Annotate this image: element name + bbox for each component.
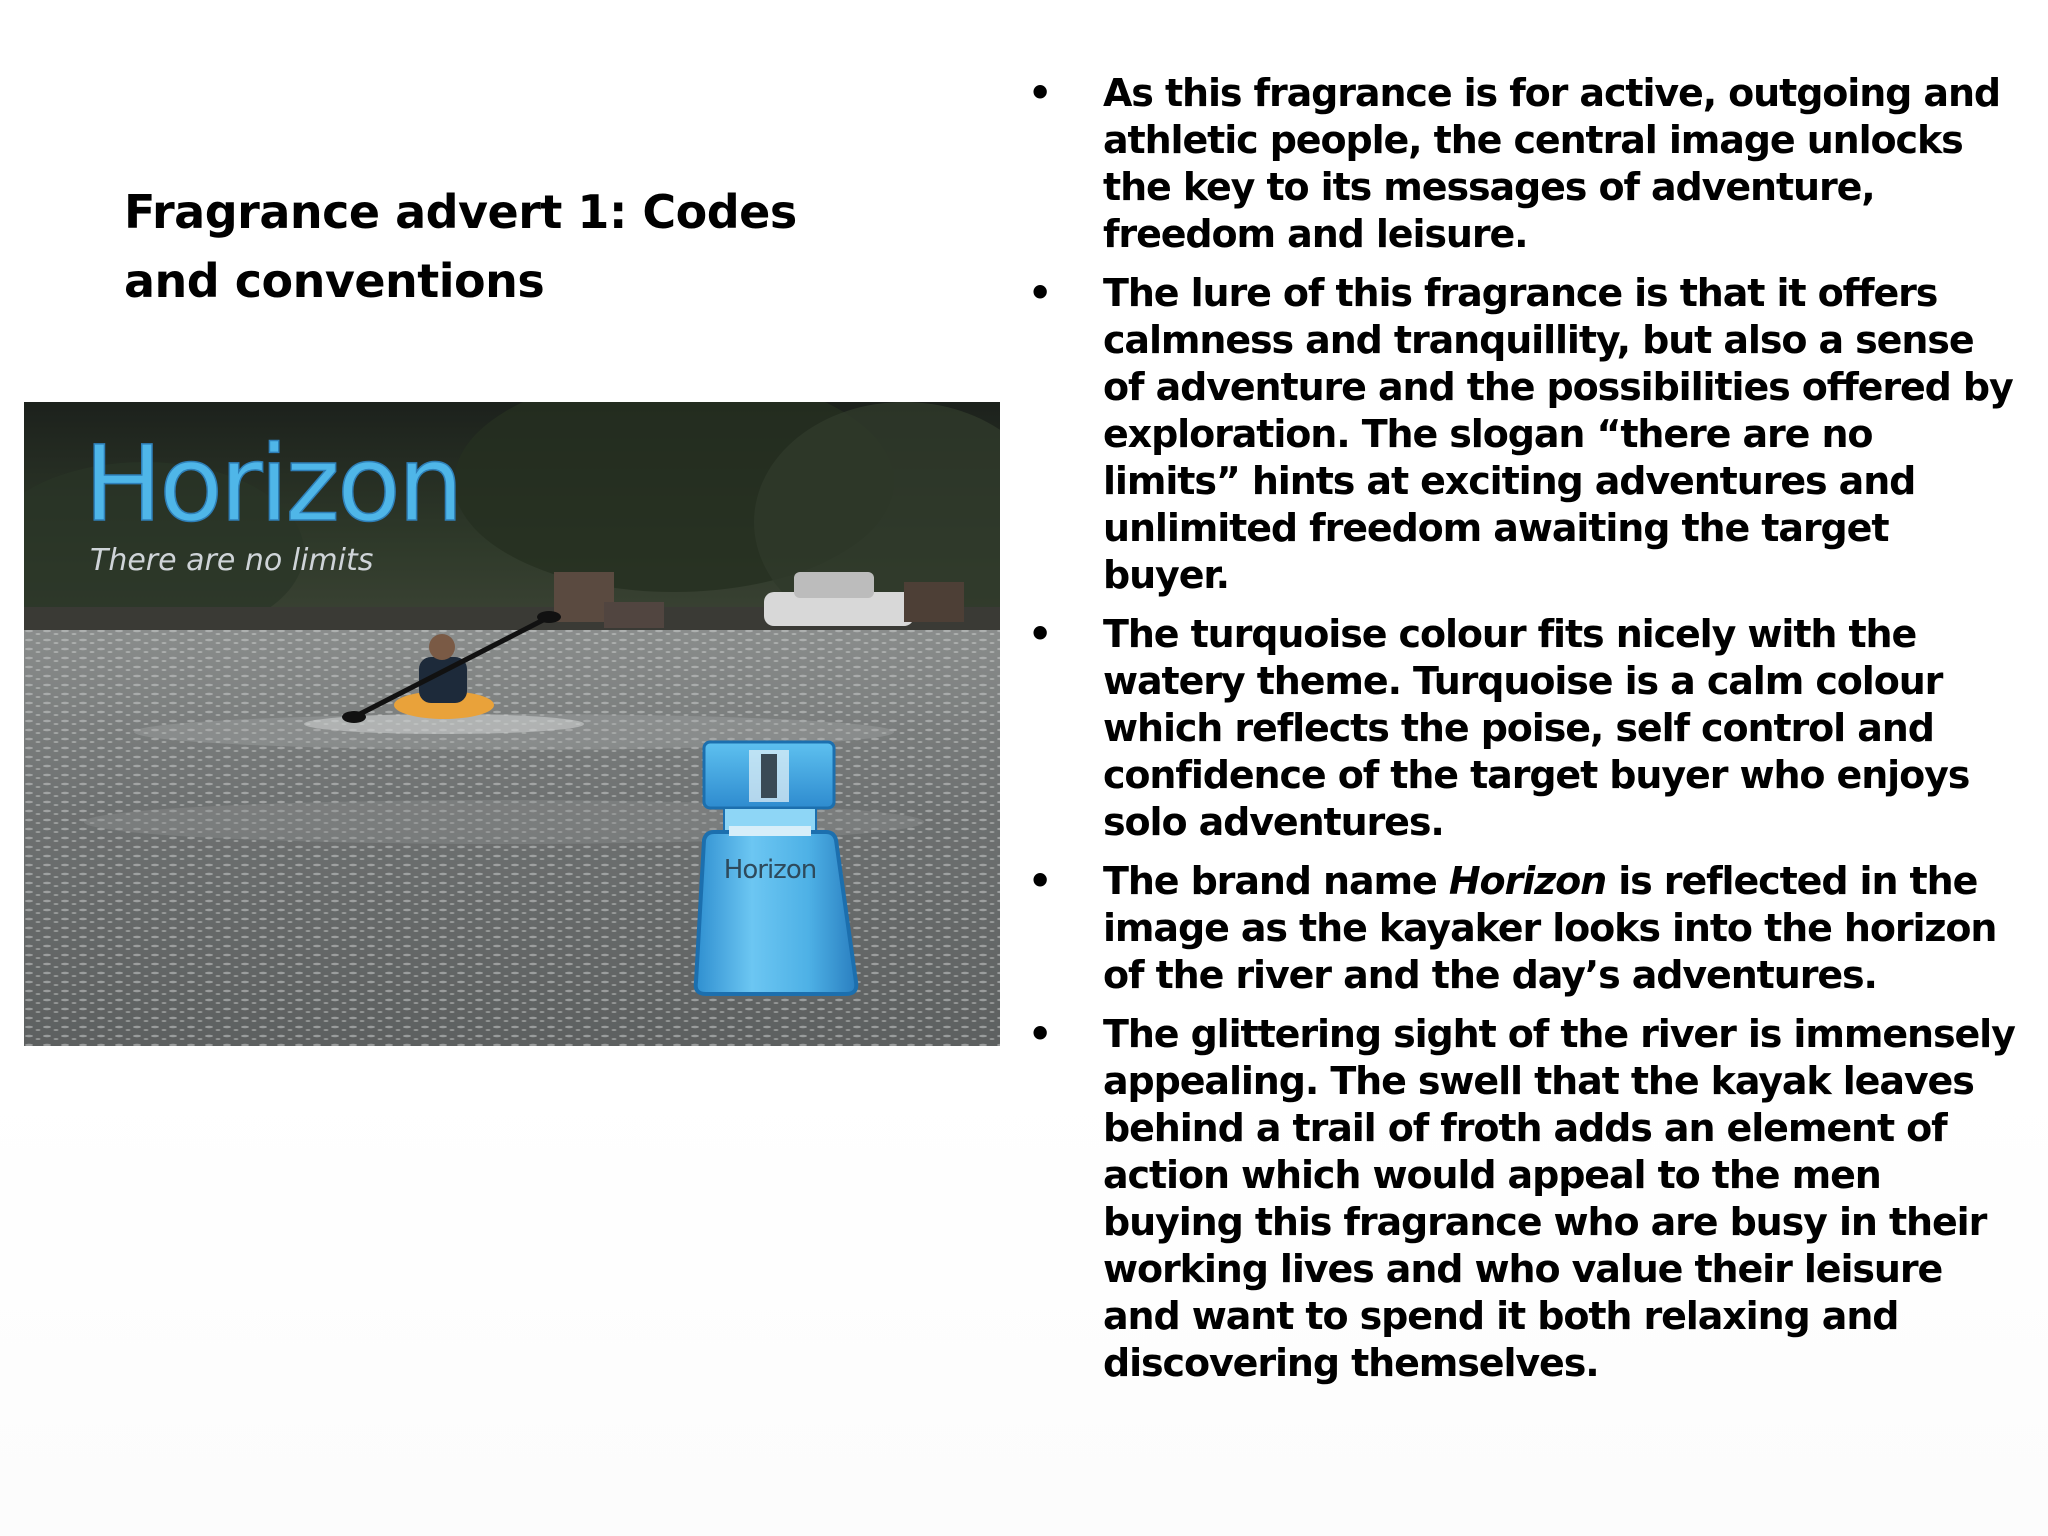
bullet-text: The lure of this fragrance is that it offers calmness and tranquillity, but also a sense of adventure and the possibilities offered by exploration. The slogan “there are no limits” hints at exciting adventures and unlimited freedom awaiting the target buyer. (1103, 271, 2013, 597)
bullet-marker: • (1028, 612, 1052, 656)
bullet-text: The glittering sight of the river is immensely appealing. The swell that the kayak leaves behind a trail of froth adds an element of action which would appeal to the men buying this fragrance who are busy in their working lives and who value their leisure and want to spend it both relaxing and discovering themselves. (1103, 1012, 2015, 1385)
bullet-text-after: is reflected in the image as the kayaker looks into the horizon of the river and the day’s adventures. (1103, 859, 1997, 997)
advert-brand: Horizon (84, 423, 461, 545)
bullet-item (1020, 858, 2020, 999)
slide-title: Fragrance advert 1: Codes and conventions (124, 185, 797, 308)
bullet-item (1020, 1011, 2020, 1387)
bullet-text-italic-brand: Horizon (1448, 859, 1607, 903)
bullet-text-before: The brand name (1103, 859, 1449, 903)
bullet-list (1020, 70, 2020, 1399)
advert-slogan: There are no limits (90, 543, 374, 578)
bullet-marker: • (1028, 71, 1052, 115)
bullet-item (1020, 270, 2020, 599)
advert-image (24, 402, 1000, 1046)
bullet-marker: • (1028, 271, 1052, 315)
bottle-label: Horizon (723, 855, 817, 885)
bullet-item (1020, 70, 2020, 258)
bullet-marker: • (1028, 1012, 1052, 1056)
bullet-item (1020, 611, 2020, 846)
bullet-marker: • (1028, 859, 1052, 903)
bullet-text: As this fragrance is for active, outgoing and athletic people, the central image unlocks the key to its messages of adventure, freedom and leisure. (1103, 71, 2001, 256)
perfume-bottle (696, 742, 857, 994)
bullet-text: The turquoise colour fits nicely with the watery theme. Turquoise is a calm colour which reflects the poise, self control and confidence of the target buyer who enjoys solo adventures. (1103, 612, 1970, 844)
